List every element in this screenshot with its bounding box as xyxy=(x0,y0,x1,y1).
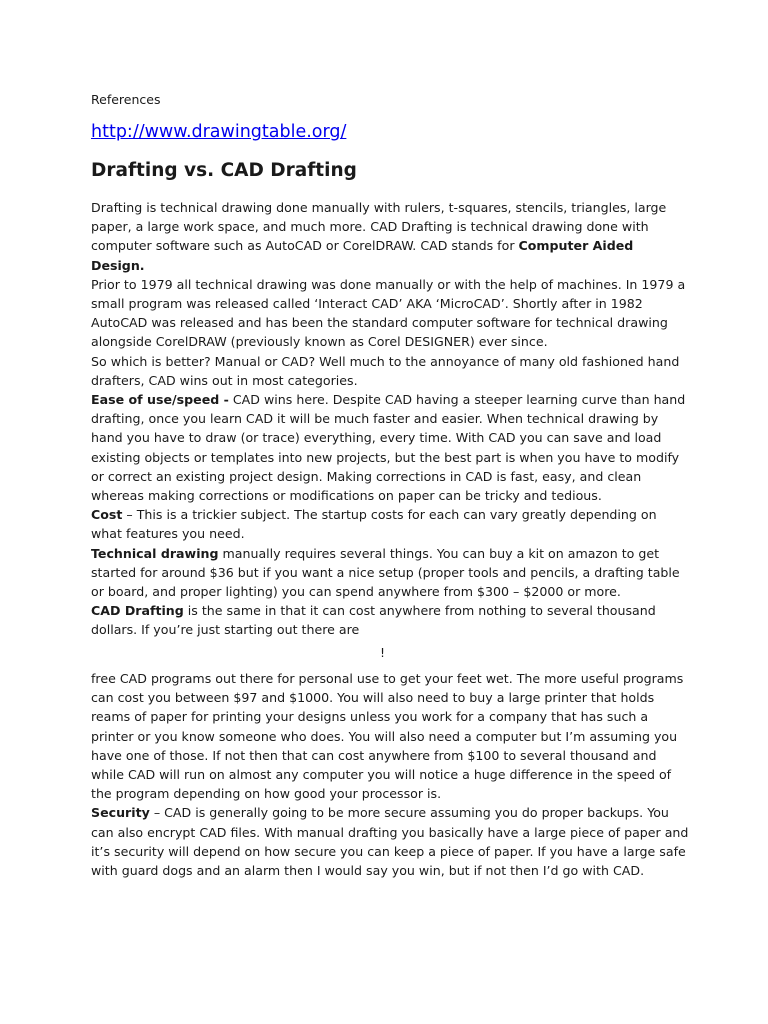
page-title: Drafting vs. CAD Drafting xyxy=(91,160,357,181)
bold-term: Ease of use/speed - xyxy=(91,392,229,408)
paragraph-cost: Cost – This is a trickier subject. The startup costs for each can vary greatly depending on what features you need. xyxy=(91,507,657,542)
references-label: References xyxy=(91,92,161,107)
bold-term: Cost xyxy=(91,507,123,523)
paragraph-technical-drawing: Technical drawing manually requires several things. You can buy a kit on amazon to get started for around $36 but if you want a nice setup (proper tools and pencils, a drafting table or board, and proper lighting) you can spend anywhere from $300 – $2000 or more. xyxy=(91,545,680,600)
article-body-top xyxy=(91,198,691,640)
bold-term: Computer Aided Design. xyxy=(91,238,634,273)
paragraph-security: Security – CAD is generally going to be more secure assuming you do proper backups. You can also encrypt CAD files. With manual drafting you basically have a large piece of paper and it’s security will depend on how secure you can keep a piece of paper. If you have a large safe with guard dogs and an alarm then I would say you win, but if not then I’d go with CAD. xyxy=(91,805,689,879)
paragraph-intro: Drafting is technical drawing done manually with rulers, t-squares, stencils, triangles, large paper, a large work space, and much more. CAD Drafting is technical drawing done with computer software such as AutoCAD or CorelDRAW. CAD stands for Computer Aided Design. xyxy=(91,200,667,273)
paragraph-question: So which is better? Manual or CAD? Well much to the annoyance of many old fashioned hand drafters, CAD wins out in most categories. xyxy=(91,353,680,388)
bold-term: Security xyxy=(91,805,150,821)
paragraph-free-programs: free CAD programs out there for personal use to get your feet wet. The more useful programs can cost you between $97 and $1000. You will also need to buy a large printer that holds reams of paper for printing your designs unless you work for a company that has such a printer or you know someone who does. You will also need a computer but I’m assuming you have one of those. If not then that can cost anywhere from $100 to several thousand and while CAD will run on almost any computer you will notice a huge difference in the speed of the program depending on how good your processor is. xyxy=(91,671,684,802)
exclamation-mark: ! xyxy=(380,645,386,660)
bold-term: Technical drawing xyxy=(91,545,219,561)
paragraph-history: Prior to 1979 all technical drawing was done manually or with the help of machines. In 1979 a small program was released called ‘Interact CAD’ AKA ‘MicroCAD’. Shortly after in 1982 AutoCAD was released and has been the standard computer software for technical drawing alongside CorelDRAW (previously known as Corel DESIGNER) ever since. xyxy=(91,276,686,350)
reference-link[interactable]: http://www.drawingtable.org/ xyxy=(91,122,347,142)
article-body-bottom xyxy=(91,669,691,880)
paragraph-ease: Ease of use/speed - CAD wins here. Despite CAD having a steeper learning curve than hand drafting, once you learn CAD it will be much faster and easier. When technical drawing by hand you have to draw (or trace) everything, every time. With CAD you can save and load existing objects or templates into new projects, but the best part is when you have to modify or correct an existing project design. Making corrections in CAD is fast, easy, and clean whereas making corrections or modifications on paper can be tricky and tedious. xyxy=(91,392,686,504)
bold-term: CAD Drafting xyxy=(91,603,184,619)
paragraph-cad-drafting: CAD Drafting is the same in that it can cost anywhere from nothing to several thousand dollars. If you’re just starting out there are xyxy=(91,603,656,638)
